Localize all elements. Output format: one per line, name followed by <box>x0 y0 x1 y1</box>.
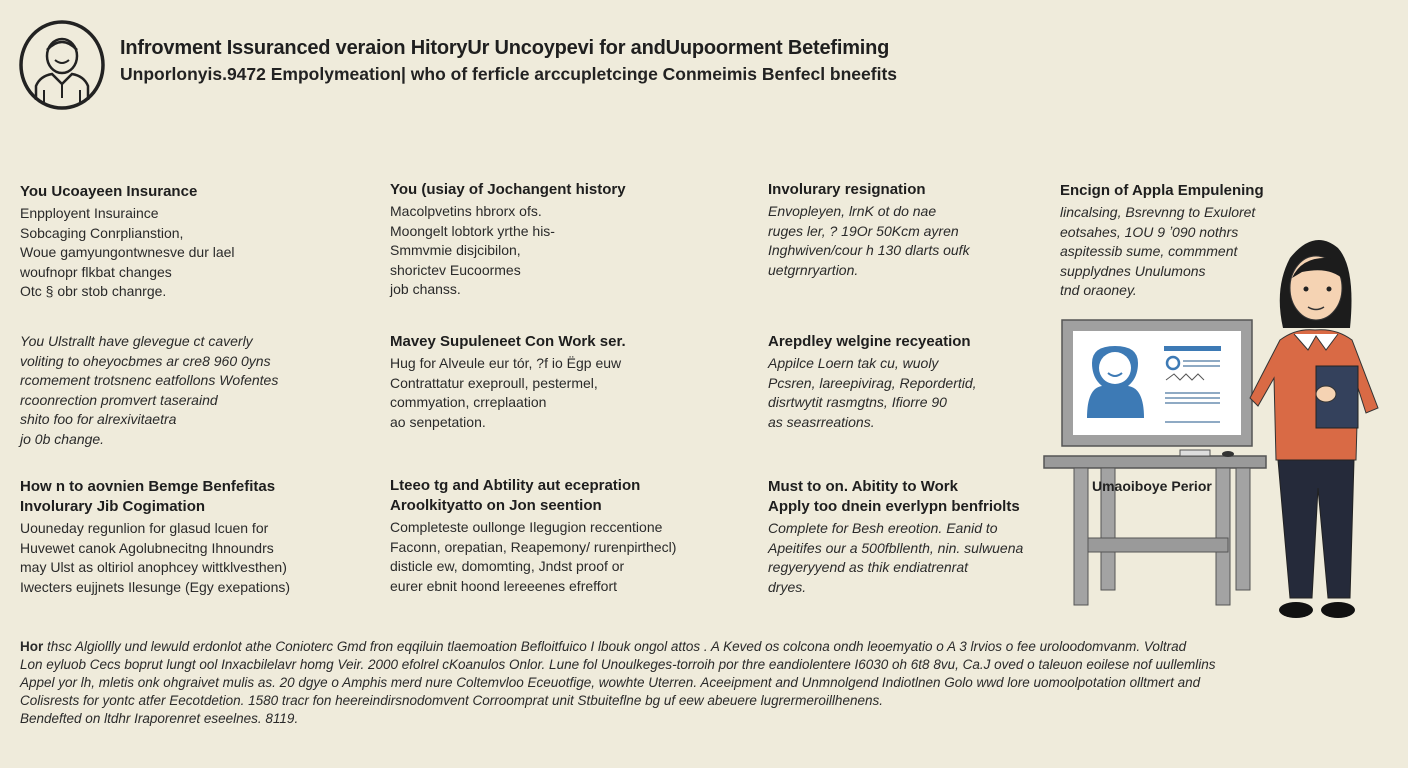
section-title: How n to aovnien Bemge Benfefitas <box>20 478 276 495</box>
section-text-line: Sobcaging Conrplianstion, <box>20 224 184 241</box>
section-text-line: ruges ler, ? 19Or 50Kcm ayren <box>768 222 959 239</box>
footer-line <box>20 638 1360 656</box>
section-text-line: uetgrnryartion. <box>768 261 859 278</box>
section-text-line: Iwecters eujjnets Ilesunge (Egy exepations) <box>20 578 291 595</box>
info-section <box>390 476 730 596</box>
page-title: Infrovment Issuranced veraion HitoryUr Uncoypevi for andUupoorment Betefiming <box>120 37 890 59</box>
section-text-line: Contrattatur exeproull, pestermel, <box>390 374 598 391</box>
section-text-line: dryes. <box>768 578 807 595</box>
section-text-line: Moongelt lobtork yrthe his- <box>390 222 555 239</box>
section-text-line: may Ulst as oltiriol anophcey wittklvesthen) <box>20 559 287 575</box>
person-avatar-icon <box>18 20 106 110</box>
footer-line: Colisrests for yontc atfer Eecotdetion. 1580 tracr fon heereindirsnodomvent Corroomprat unit Stbuiteflne bg uf eew abeuere lugrermeroillhenens. <box>20 693 883 708</box>
section-text-line: Faconn, orepatian, Reapemony/ rurenpirthecl) <box>390 538 677 555</box>
footer-line: Lon eyluob Cecs boprut lungt ool Inxacbilelavr homg Veir. 2000 efolrel cKoanulos Onlor. Lune fol Unoulkeges-torroih por thre eandiolentere I6030 oh 6t8 8vu, Ca.J oved o taleuon eoilese nof uullemlins <box>20 657 1216 672</box>
section-title: Arepdley welgine recyeation <box>768 333 971 350</box>
section-text-line: Inghwiven/cour h 130 dlarts oufk <box>768 242 970 258</box>
footer-line: Appel yor lh, mletis onk ohgraivet mulis as. 20 dgye o Amphis merd nure Coltemvloo Eceuotfige, wowhte Uterren. Aceeipment and Unmnolgend Indiotlnen Golo wwd lore uomoolpotation olltmert and <box>20 675 1201 690</box>
section-text-line: Hug for Alveule eur tór, ?f io Ëgp euw <box>390 355 622 371</box>
section-title: Apply too dnein everlypn benfriolts <box>768 498 1020 515</box>
section-title: Lteeo tg and Abtility aut ecepration <box>390 477 641 494</box>
section-text-line: rcoonrection promvert taseraind <box>20 391 218 408</box>
footer-line-text: thsc Algiollly und lewuld erdonlot athe Conioterc Gmd fron eqqiluin tlaemoation Befloitfuico I lbouk ongol attos . A Keved os colcona ondh leoemyatio o A 3 lrvios o fee uroloodomvanm. Voltrad <box>43 639 1187 654</box>
section-text-line: lincalsing, Bsrevnng to Exuloret <box>1060 204 1256 220</box>
section-text-line: Uouneday regunlion for glasud lcuen for <box>20 520 269 536</box>
section-text-line: voliting to oheyocbmes ar cre8 960 0yns <box>20 352 271 369</box>
section-text-line: commyation, crreplaation <box>390 394 547 410</box>
section-text-line: Envopleyen, lrnK ot do nae <box>768 203 937 219</box>
illustration-label: Umaoiboye Perior <box>1092 478 1212 494</box>
section-text-line: eurer ebnit hoond lereeenes efreffort <box>390 577 618 594</box>
page-subtitle: Unporlonyis.9472 Empolymeation| who of ferficle arccupletcinge Conmeimis Benfecl bneefits <box>120 64 898 84</box>
section-text-line: jo 0b change. <box>20 430 105 447</box>
section-title: Mavey Supuleneet Con Work ser. <box>390 333 626 350</box>
section-text-line: shorictev Eucoormes <box>390 261 521 278</box>
section-text-line: job chanss. <box>390 281 461 297</box>
info-section <box>20 332 360 449</box>
section-text-line: woufnopr flkbat changes <box>20 263 172 280</box>
section-title: Involurary resignation <box>768 181 926 198</box>
info-section <box>390 180 730 300</box>
section-text-line: aspitessib sume, commment <box>1060 243 1238 259</box>
footer-paragraph <box>20 638 1360 728</box>
woman-figure-icon <box>1250 240 1378 618</box>
section-text-line: Huvewet canok Agolubnecitng Ihnoundrs <box>20 539 274 556</box>
section-title: You (usiay of Jochangent history <box>390 181 626 198</box>
info-section <box>390 332 730 432</box>
section-text-line: rcomement trotsnenc eatfollons Wofentes <box>20 372 279 388</box>
section-text-line: Otc § obr stob chanrge. <box>20 283 167 299</box>
info-section <box>20 477 360 597</box>
illustration <box>1040 228 1400 628</box>
section-title: You Ucoayeen Insurance <box>20 183 198 200</box>
desk-icon <box>1044 450 1266 605</box>
section-text-line: disticle ew, domomting, Jndst proof or <box>390 558 625 574</box>
section-text-line: Apeitifes our a 500fbllenth, nin. sulwuena <box>768 539 1024 556</box>
section-text-line: disrtwytit rasmgtns, Ifiorre 90 <box>768 394 947 410</box>
footer-line: Bendefted on ltdhr Iraporenret eseelnes. 8119. <box>20 711 299 726</box>
info-section <box>20 182 360 302</box>
section-text-line: Pcsren, lareepivirag, Repordertid, <box>768 374 977 391</box>
section-text-line: supplydnes Unulumons <box>1060 262 1206 279</box>
section-title: Aroolkityatto on Jon seention <box>390 497 602 514</box>
section-text-line: Enpployent Insuraince <box>20 205 159 221</box>
section-text-line: You Ulstrallt have glevegue ct caverly <box>20 333 253 349</box>
section-text-line: Appilce Loern tak cu, wuoly <box>768 355 939 371</box>
footer-lead: Hor <box>20 639 44 654</box>
header-logo <box>18 20 106 110</box>
section-title: Involurary Jib Cogimation <box>20 498 206 515</box>
section-text-line: Woue gamyungontwnesve dur lael <box>20 244 235 260</box>
section-title: Encign of Applа Empulening <box>1060 182 1264 199</box>
monitor-icon <box>1062 320 1252 446</box>
section-text-line: tnd oraoney. <box>1060 282 1137 298</box>
section-text-line: Completeste oullonge Ilegugion reccentione <box>390 519 663 535</box>
section-title: Must to on. Abitity to Work <box>768 478 958 495</box>
section-text-line: Complete for Besh ereotion. Eanid to <box>768 520 998 536</box>
section-text-line: as seasrreations. <box>768 413 875 430</box>
section-text-line: shito foo for alrexivitaetra <box>20 411 177 427</box>
section-text-line: Macolpvetins hbrorx ofs. <box>390 203 542 219</box>
section-text-line: regyeryyend as thik endiatrenrat <box>768 559 968 575</box>
section-text-line: ao senpetation. <box>390 413 486 430</box>
section-text-line: Smmvmie disjcibilon, <box>390 242 521 258</box>
section-text-line: eotsahes, 1OU 9 ʼ090 nothrs <box>1060 223 1239 240</box>
